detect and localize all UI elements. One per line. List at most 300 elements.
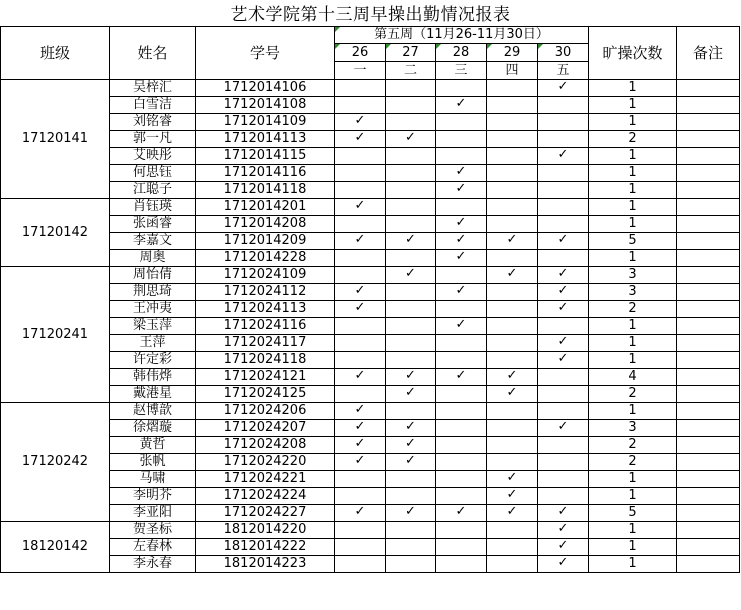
remark-cell xyxy=(677,335,740,352)
attendance-cell xyxy=(335,199,386,216)
attendance-cell xyxy=(538,233,589,250)
checkmark-icon: ✓ xyxy=(557,300,569,315)
table-row xyxy=(1,80,740,97)
day-date-26 xyxy=(335,44,386,62)
checkmark-icon: ✓ xyxy=(354,419,366,434)
attendance-cell xyxy=(335,250,386,267)
attendance-cell xyxy=(538,199,589,216)
attendance-cell xyxy=(335,522,386,539)
attendance-cell xyxy=(386,386,436,403)
student-id-cell: 1812014222 xyxy=(196,539,335,556)
table-row xyxy=(1,437,740,454)
checkmark-icon: ✓ xyxy=(354,436,366,451)
attendance-cell xyxy=(538,556,589,573)
day-date-28 xyxy=(436,44,487,62)
student-name-cell: 白雪洁 xyxy=(110,97,196,114)
attendance-cell xyxy=(436,437,487,454)
attendance-cell xyxy=(386,301,436,318)
absence-count-cell: 1 xyxy=(589,403,677,420)
checkmark-icon: ✓ xyxy=(455,181,467,196)
header-week-label: 第五周（11月26-11月30日） xyxy=(374,27,549,42)
attendance-cell xyxy=(335,216,386,233)
checkmark-icon: ✓ xyxy=(506,368,518,383)
table-row xyxy=(1,182,740,199)
attendance-cell xyxy=(386,97,436,114)
class-cell: 18120142 xyxy=(1,522,110,573)
report-title: 艺术学院第十三周早操出勤情况报表 xyxy=(230,5,511,25)
attendance-cell xyxy=(335,267,386,284)
student-name-cell: 左春林 xyxy=(110,539,196,556)
checkmark-icon: ✓ xyxy=(557,538,569,553)
student-id-cell: 1712014118 xyxy=(196,182,335,199)
attendance-cell xyxy=(386,403,436,420)
checkmark-icon: ✓ xyxy=(557,79,569,94)
checkmark-icon: ✓ xyxy=(354,368,366,383)
attendance-cell xyxy=(436,216,487,233)
attendance-cell xyxy=(538,148,589,165)
class-cell: 17120142 xyxy=(1,199,110,267)
header-name: 姓名 xyxy=(110,27,196,80)
remark-cell xyxy=(677,522,740,539)
attendance-cell xyxy=(386,267,436,284)
student-name-cell: 马啸 xyxy=(110,471,196,488)
table-row xyxy=(1,488,740,505)
header-week xyxy=(335,27,589,44)
checkmark-icon: ✓ xyxy=(405,504,416,519)
absence-count-cell: 4 xyxy=(589,369,677,386)
table-row xyxy=(1,352,740,369)
attendance-cell xyxy=(538,352,589,369)
attendance-cell xyxy=(436,420,487,437)
checkmark-icon: ✓ xyxy=(506,470,518,485)
student-id-cell: 1712024112 xyxy=(196,284,335,301)
checkmark-icon: ✓ xyxy=(354,453,366,468)
attendance-cell xyxy=(436,335,487,352)
attendance-cell xyxy=(487,437,538,454)
student-id-cell: 1812014220 xyxy=(196,522,335,539)
student-name-cell: 王萍 xyxy=(110,335,196,352)
attendance-cell xyxy=(436,182,487,199)
table-row xyxy=(1,522,740,539)
attendance-cell xyxy=(386,216,436,233)
absence-count-cell: 2 xyxy=(589,437,677,454)
absence-count-cell: 1 xyxy=(589,80,677,97)
attendance-cell xyxy=(487,318,538,335)
attendance-cell xyxy=(487,80,538,97)
absence-count-cell: 1 xyxy=(589,114,677,131)
attendance-table xyxy=(0,26,740,573)
attendance-cell xyxy=(487,471,538,488)
attendance-cell xyxy=(436,505,487,522)
checkmark-icon: ✓ xyxy=(354,283,366,298)
checkmark-icon: ✓ xyxy=(506,232,518,247)
attendance-cell xyxy=(436,539,487,556)
table-row xyxy=(1,420,740,437)
attendance-cell xyxy=(487,114,538,131)
attendance-cell xyxy=(538,437,589,454)
remark-cell xyxy=(677,437,740,454)
attendance-cell xyxy=(335,233,386,250)
checkmark-icon: ✓ xyxy=(557,504,569,519)
remark-cell xyxy=(677,488,740,505)
table-row xyxy=(1,335,740,352)
absence-count-cell: 1 xyxy=(589,556,677,573)
absence-count-cell: 1 xyxy=(589,216,677,233)
checkmark-icon: ✓ xyxy=(455,215,467,230)
attendance-cell xyxy=(335,284,386,301)
student-name-cell: 吴梓汇 xyxy=(110,80,196,97)
absence-count-cell: 1 xyxy=(589,539,677,556)
student-name-cell: 何思钰 xyxy=(110,165,196,182)
attendance-cell xyxy=(386,522,436,539)
remark-cell xyxy=(677,403,740,420)
attendance-cell xyxy=(436,250,487,267)
student-id-cell: 1712014108 xyxy=(196,97,335,114)
attendance-cell xyxy=(436,301,487,318)
checkmark-icon: ✓ xyxy=(405,266,416,281)
student-id-cell: 1712014116 xyxy=(196,165,335,182)
student-id-cell: 1712024121 xyxy=(196,369,335,386)
remark-cell xyxy=(677,131,740,148)
checkmark-icon: ✓ xyxy=(557,266,569,281)
header-row xyxy=(1,27,740,44)
absence-count-cell: 3 xyxy=(589,267,677,284)
checkmark-icon: ✓ xyxy=(506,504,518,519)
attendance-cell xyxy=(538,539,589,556)
day-date-label: 28 xyxy=(452,44,470,60)
student-name-cell: 荆思琦 xyxy=(110,284,196,301)
student-name-cell: 江聪子 xyxy=(110,182,196,199)
attendance-cell xyxy=(538,250,589,267)
attendance-cell xyxy=(436,284,487,301)
table-row xyxy=(1,539,740,556)
absence-count-cell: 2 xyxy=(589,131,677,148)
student-name-cell: 李永春 xyxy=(110,556,196,573)
attendance-cell xyxy=(487,488,538,505)
attendance-cell xyxy=(538,488,589,505)
checkmark-icon: ✓ xyxy=(354,300,366,315)
student-id-cell: 1712024221 xyxy=(196,471,335,488)
attendance-cell xyxy=(436,199,487,216)
comment-marker-icon xyxy=(487,44,492,49)
attendance-cell xyxy=(487,97,538,114)
absence-count-cell: 2 xyxy=(589,301,677,318)
attendance-cell xyxy=(436,522,487,539)
student-id-cell: 1712024116 xyxy=(196,318,335,335)
student-id-cell: 1712024117 xyxy=(196,335,335,352)
checkmark-icon: ✓ xyxy=(405,385,416,400)
attendance-cell xyxy=(538,114,589,131)
student-id-cell: 1712024224 xyxy=(196,488,335,505)
attendance-cell xyxy=(487,165,538,182)
attendance-cell xyxy=(538,318,589,335)
student-id-cell: 1712014113 xyxy=(196,131,335,148)
header-remark: 备注 xyxy=(677,27,740,80)
student-name-cell: 周怡倩 xyxy=(110,267,196,284)
student-id-cell: 1712014208 xyxy=(196,216,335,233)
student-name-cell: 刘铭睿 xyxy=(110,114,196,131)
student-id-cell: 1712014209 xyxy=(196,233,335,250)
attendance-cell xyxy=(538,97,589,114)
student-id-cell: 1712024206 xyxy=(196,403,335,420)
student-name-cell: 李嘉文 xyxy=(110,233,196,250)
absence-count-cell: 2 xyxy=(589,454,677,471)
attendance-cell xyxy=(487,284,538,301)
attendance-cell xyxy=(386,284,436,301)
attendance-cell xyxy=(538,335,589,352)
attendance-cell xyxy=(538,80,589,97)
absence-count-cell: 1 xyxy=(589,199,677,216)
attendance-cell xyxy=(436,148,487,165)
student-name-cell: 艾映彤 xyxy=(110,148,196,165)
attendance-cell xyxy=(436,386,487,403)
checkmark-icon: ✓ xyxy=(405,232,416,247)
attendance-cell xyxy=(538,216,589,233)
table-row xyxy=(1,114,740,131)
attendance-cell xyxy=(487,403,538,420)
attendance-cell xyxy=(335,301,386,318)
attendance-cell xyxy=(335,420,386,437)
attendance-cell xyxy=(436,454,487,471)
checkmark-icon: ✓ xyxy=(455,317,467,332)
attendance-cell xyxy=(386,182,436,199)
student-id-cell: 1712024208 xyxy=(196,437,335,454)
absence-count-cell: 1 xyxy=(589,335,677,352)
attendance-cell xyxy=(538,403,589,420)
absence-count-cell: 2 xyxy=(589,386,677,403)
day-date-label: 30 xyxy=(554,44,572,60)
checkmark-icon: ✓ xyxy=(557,419,569,434)
table-row xyxy=(1,318,740,335)
attendance-cell xyxy=(436,97,487,114)
attendance-cell xyxy=(335,114,386,131)
student-name-cell: 韩伟烨 xyxy=(110,369,196,386)
attendance-cell xyxy=(386,250,436,267)
day-weekday: 四 xyxy=(487,62,538,80)
attendance-cell xyxy=(386,437,436,454)
attendance-cell xyxy=(386,233,436,250)
checkmark-icon: ✓ xyxy=(354,504,366,519)
attendance-cell xyxy=(335,556,386,573)
attendance-cell xyxy=(436,233,487,250)
table-row xyxy=(1,97,740,114)
attendance-cell xyxy=(436,488,487,505)
attendance-cell xyxy=(335,454,386,471)
day-date-30 xyxy=(538,44,589,62)
remark-cell xyxy=(677,267,740,284)
remark-cell xyxy=(677,284,740,301)
remark-cell xyxy=(677,318,740,335)
student-name-cell: 梁玉萍 xyxy=(110,318,196,335)
attendance-cell xyxy=(436,165,487,182)
student-name-cell: 戴港星 xyxy=(110,386,196,403)
attendance-cell xyxy=(335,403,386,420)
student-id-cell: 1812014223 xyxy=(196,556,335,573)
day-date-label: 27 xyxy=(402,44,419,60)
absence-count-cell: 1 xyxy=(589,165,677,182)
attendance-cell xyxy=(538,386,589,403)
table-row xyxy=(1,556,740,573)
class-cell: 17120242 xyxy=(1,403,110,522)
absence-count-cell: 1 xyxy=(589,522,677,539)
checkmark-icon: ✓ xyxy=(405,368,416,383)
student-id-cell: 1712024113 xyxy=(196,301,335,318)
table-row xyxy=(1,471,740,488)
student-name-cell: 张函睿 xyxy=(110,216,196,233)
attendance-cell xyxy=(335,97,386,114)
remark-cell xyxy=(677,369,740,386)
attendance-cell xyxy=(386,165,436,182)
attendance-cell xyxy=(386,114,436,131)
checkmark-icon: ✓ xyxy=(557,334,569,349)
attendance-cell xyxy=(538,471,589,488)
attendance-cell xyxy=(386,505,436,522)
checkmark-icon: ✓ xyxy=(506,487,518,502)
attendance-cell xyxy=(386,148,436,165)
absence-count-cell: 1 xyxy=(589,148,677,165)
attendance-cell xyxy=(538,182,589,199)
attendance-cell xyxy=(335,182,386,199)
attendance-cell xyxy=(487,301,538,318)
remark-cell xyxy=(677,556,740,573)
student-id-cell: 1712024109 xyxy=(196,267,335,284)
day-date-label: 26 xyxy=(351,44,369,60)
remark-cell xyxy=(677,114,740,131)
checkmark-icon: ✓ xyxy=(506,266,518,281)
student-name-cell: 许定彩 xyxy=(110,352,196,369)
attendance-cell xyxy=(487,250,538,267)
attendance-cell xyxy=(436,403,487,420)
checkmark-icon: ✓ xyxy=(455,96,467,111)
attendance-cell xyxy=(386,318,436,335)
comment-marker-icon xyxy=(538,44,543,49)
checkmark-icon: ✓ xyxy=(405,130,416,145)
attendance-cell xyxy=(538,369,589,386)
attendance-cell xyxy=(436,267,487,284)
remark-cell xyxy=(677,301,740,318)
attendance-cell xyxy=(386,471,436,488)
attendance-cell xyxy=(386,556,436,573)
attendance-cell xyxy=(487,420,538,437)
absence-count-cell: 1 xyxy=(589,97,677,114)
table-row xyxy=(1,148,740,165)
checkmark-icon: ✓ xyxy=(354,130,366,145)
comment-marker-icon xyxy=(386,44,391,49)
remark-cell xyxy=(677,148,740,165)
checkmark-icon: ✓ xyxy=(455,164,467,179)
remark-cell xyxy=(677,216,740,233)
attendance-cell xyxy=(335,131,386,148)
checkmark-icon: ✓ xyxy=(354,198,366,213)
student-id-cell: 1712014109 xyxy=(196,114,335,131)
day-date-27 xyxy=(386,44,436,62)
student-name-cell: 肖钰瑛 xyxy=(110,199,196,216)
comment-marker-icon xyxy=(436,44,441,49)
remark-cell xyxy=(677,97,740,114)
absence-count-cell: 1 xyxy=(589,250,677,267)
header-student-id: 学号 xyxy=(196,27,335,80)
attendance-cell xyxy=(487,131,538,148)
day-weekday: 二 xyxy=(386,62,436,80)
table-row xyxy=(1,216,740,233)
checkmark-icon: ✓ xyxy=(455,504,467,519)
day-weekday: 五 xyxy=(538,62,589,80)
checkmark-icon: ✓ xyxy=(557,351,569,366)
attendance-cell xyxy=(335,335,386,352)
attendance-cell xyxy=(436,114,487,131)
table-row xyxy=(1,301,740,318)
remark-cell xyxy=(677,352,740,369)
student-name-cell: 张帆 xyxy=(110,454,196,471)
attendance-cell xyxy=(487,182,538,199)
attendance-cell xyxy=(487,335,538,352)
remark-cell xyxy=(677,471,740,488)
attendance-cell xyxy=(335,505,386,522)
attendance-cell xyxy=(335,352,386,369)
attendance-cell xyxy=(487,539,538,556)
table-row xyxy=(1,505,740,522)
checkmark-icon: ✓ xyxy=(405,419,416,434)
checkmark-icon: ✓ xyxy=(557,147,569,162)
student-id-cell: 1712024125 xyxy=(196,386,335,403)
table-row xyxy=(1,403,740,420)
attendance-cell xyxy=(487,522,538,539)
attendance-cell xyxy=(487,267,538,284)
absence-count-cell: 1 xyxy=(589,488,677,505)
absence-count-cell: 5 xyxy=(589,233,677,250)
attendance-cell xyxy=(386,488,436,505)
attendance-cell xyxy=(335,165,386,182)
remark-cell xyxy=(677,182,740,199)
attendance-cell xyxy=(386,420,436,437)
class-cell: 17120141 xyxy=(1,80,110,199)
table-row xyxy=(1,250,740,267)
attendance-cell xyxy=(538,454,589,471)
student-id-cell: 1712024227 xyxy=(196,505,335,522)
attendance-cell xyxy=(386,352,436,369)
attendance-cell xyxy=(538,505,589,522)
checkmark-icon: ✓ xyxy=(455,232,467,247)
attendance-cell xyxy=(436,80,487,97)
attendance-cell xyxy=(335,148,386,165)
student-name-cell: 郭一凡 xyxy=(110,131,196,148)
attendance-cell xyxy=(335,539,386,556)
attendance-cell xyxy=(487,233,538,250)
remark-cell xyxy=(677,199,740,216)
attendance-cell xyxy=(538,420,589,437)
table-row xyxy=(1,199,740,216)
attendance-cell xyxy=(487,369,538,386)
attendance-cell xyxy=(487,556,538,573)
student-name-cell: 黄哲 xyxy=(110,437,196,454)
remark-cell xyxy=(677,233,740,250)
absence-count-cell: 3 xyxy=(589,284,677,301)
attendance-cell xyxy=(487,454,538,471)
header-class: 班级 xyxy=(1,27,110,80)
attendance-cell xyxy=(335,318,386,335)
remark-cell xyxy=(677,420,740,437)
attendance-cell xyxy=(386,335,436,352)
attendance-cell xyxy=(436,369,487,386)
day-weekday: 一 xyxy=(335,62,386,80)
attendance-cell xyxy=(386,539,436,556)
attendance-cell xyxy=(538,284,589,301)
checkmark-icon: ✓ xyxy=(354,402,366,417)
checkmark-icon: ✓ xyxy=(557,232,569,247)
remark-cell xyxy=(677,454,740,471)
remark-cell xyxy=(677,250,740,267)
day-date-label: 29 xyxy=(503,44,521,60)
